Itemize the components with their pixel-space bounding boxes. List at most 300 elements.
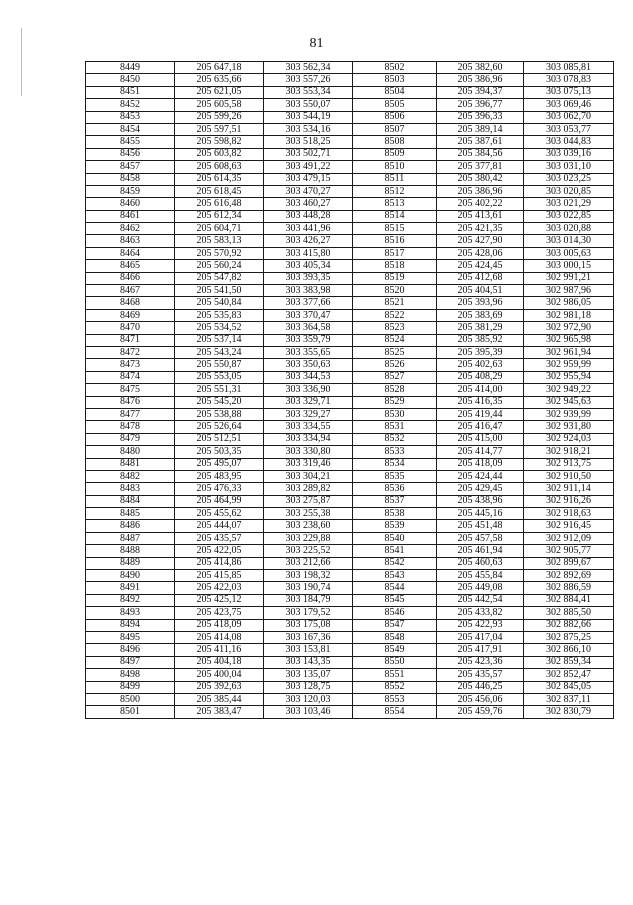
y-coordinate-left: 303 470,27 xyxy=(264,185,353,197)
x-coordinate-right: 205 417,91 xyxy=(437,644,524,656)
x-coordinate-left: 205 538,88 xyxy=(175,408,264,420)
table-row xyxy=(86,433,614,445)
y-coordinate-left: 303 179,52 xyxy=(264,607,353,619)
y-coordinate-right: 302 852,47 xyxy=(524,669,614,681)
x-coordinate-right: 205 449,08 xyxy=(437,582,524,594)
y-coordinate-right: 302 965,98 xyxy=(524,334,614,346)
point-number-right: 8533 xyxy=(353,446,437,458)
point-number-right: 8526 xyxy=(353,359,437,371)
point-number-right: 8502 xyxy=(353,62,437,74)
y-coordinate-left: 303 415,80 xyxy=(264,247,353,259)
coordinates-table-body xyxy=(86,62,614,719)
table-row xyxy=(86,669,614,681)
table-row xyxy=(86,446,614,458)
table-row xyxy=(86,272,614,284)
table-row xyxy=(86,285,614,297)
y-coordinate-left: 303 153,81 xyxy=(264,644,353,656)
table-row xyxy=(86,322,614,334)
table-row xyxy=(86,123,614,135)
point-number-right: 8543 xyxy=(353,570,437,582)
point-number-right: 8523 xyxy=(353,322,437,334)
x-coordinate-right: 205 417,04 xyxy=(437,631,524,643)
y-coordinate-right: 303 000,15 xyxy=(524,260,614,272)
y-coordinate-left: 303 383,98 xyxy=(264,285,353,297)
x-coordinate-left: 205 599,26 xyxy=(175,111,264,123)
table-row xyxy=(86,594,614,606)
point-number-left: 8469 xyxy=(86,309,175,321)
x-coordinate-right: 205 460,63 xyxy=(437,557,524,569)
y-coordinate-right: 302 949,22 xyxy=(524,384,614,396)
point-number-left: 8472 xyxy=(86,346,175,358)
x-coordinate-left: 205 534,52 xyxy=(175,322,264,334)
x-coordinate-left: 205 414,86 xyxy=(175,557,264,569)
table-row xyxy=(86,198,614,210)
point-number-left: 8471 xyxy=(86,334,175,346)
point-number-right: 8519 xyxy=(353,272,437,284)
point-number-left: 8499 xyxy=(86,681,175,693)
y-coordinate-left: 303 229,88 xyxy=(264,532,353,544)
x-coordinate-left: 205 560,24 xyxy=(175,260,264,272)
y-coordinate-right: 302 918,21 xyxy=(524,446,614,458)
x-coordinate-left: 205 635,66 xyxy=(175,74,264,86)
point-number-left: 8498 xyxy=(86,669,175,681)
y-coordinate-right: 302 931,80 xyxy=(524,421,614,433)
x-coordinate-left: 205 435,57 xyxy=(175,532,264,544)
point-number-right: 8545 xyxy=(353,594,437,606)
point-number-left: 8480 xyxy=(86,446,175,458)
x-coordinate-right: 205 435,57 xyxy=(437,669,524,681)
x-coordinate-left: 205 541,50 xyxy=(175,285,264,297)
x-coordinate-right: 205 386,96 xyxy=(437,74,524,86)
x-coordinate-left: 205 385,44 xyxy=(175,693,264,705)
table-row xyxy=(86,408,614,420)
table-row xyxy=(86,656,614,668)
point-number-right: 8529 xyxy=(353,396,437,408)
y-coordinate-left: 303 167,36 xyxy=(264,631,353,643)
y-coordinate-left: 303 275,87 xyxy=(264,495,353,507)
table-row xyxy=(86,185,614,197)
y-coordinate-right: 302 885,50 xyxy=(524,607,614,619)
y-coordinate-left: 303 255,38 xyxy=(264,508,353,520)
point-number-right: 8537 xyxy=(353,495,437,507)
y-coordinate-left: 303 460,27 xyxy=(264,198,353,210)
table-row xyxy=(86,309,614,321)
point-number-left: 8479 xyxy=(86,433,175,445)
y-coordinate-left: 303 330,80 xyxy=(264,446,353,458)
table-row xyxy=(86,260,614,272)
point-number-left: 8477 xyxy=(86,408,175,420)
point-number-left: 8458 xyxy=(86,173,175,185)
point-number-left: 8470 xyxy=(86,322,175,334)
x-coordinate-left: 205 603,82 xyxy=(175,148,264,160)
y-coordinate-left: 303 544,19 xyxy=(264,111,353,123)
point-number-right: 8554 xyxy=(353,706,437,718)
table-row xyxy=(86,346,614,358)
point-number-left: 8474 xyxy=(86,371,175,383)
y-coordinate-left: 303 212,66 xyxy=(264,557,353,569)
point-number-right: 8548 xyxy=(353,631,437,643)
y-coordinate-left: 303 175,08 xyxy=(264,619,353,631)
point-number-right: 8504 xyxy=(353,86,437,98)
y-coordinate-right: 302 837,11 xyxy=(524,693,614,705)
y-coordinate-left: 303 344,53 xyxy=(264,371,353,383)
point-number-right: 8512 xyxy=(353,185,437,197)
table-row xyxy=(86,532,614,544)
y-coordinate-left: 303 448,28 xyxy=(264,210,353,222)
x-coordinate-left: 205 547,82 xyxy=(175,272,264,284)
point-number-left: 8465 xyxy=(86,260,175,272)
y-coordinate-right: 302 899,67 xyxy=(524,557,614,569)
y-coordinate-right: 302 875,25 xyxy=(524,631,614,643)
x-coordinate-right: 205 424,45 xyxy=(437,260,524,272)
y-coordinate-right: 302 866,10 xyxy=(524,644,614,656)
table-row xyxy=(86,631,614,643)
point-number-right: 8509 xyxy=(353,148,437,160)
y-coordinate-left: 303 377,66 xyxy=(264,297,353,309)
point-number-left: 8489 xyxy=(86,557,175,569)
y-coordinate-right: 303 062,70 xyxy=(524,111,614,123)
x-coordinate-left: 205 455,62 xyxy=(175,508,264,520)
y-coordinate-left: 303 534,16 xyxy=(264,123,353,135)
x-coordinate-left: 205 597,51 xyxy=(175,123,264,135)
y-coordinate-right: 302 918,63 xyxy=(524,508,614,520)
table-row xyxy=(86,334,614,346)
point-number-left: 8481 xyxy=(86,458,175,470)
x-coordinate-right: 205 461,94 xyxy=(437,545,524,557)
y-coordinate-left: 303 334,94 xyxy=(264,433,353,445)
y-coordinate-right: 302 913,75 xyxy=(524,458,614,470)
y-coordinate-left: 303 359,79 xyxy=(264,334,353,346)
table-row xyxy=(86,247,614,259)
x-coordinate-right: 205 387,61 xyxy=(437,136,524,148)
x-coordinate-left: 205 526,64 xyxy=(175,421,264,433)
y-coordinate-left: 303 319,46 xyxy=(264,458,353,470)
x-coordinate-left: 205 512,51 xyxy=(175,433,264,445)
y-coordinate-left: 303 479,15 xyxy=(264,173,353,185)
x-coordinate-right: 205 421,35 xyxy=(437,223,524,235)
x-coordinate-left: 205 551,31 xyxy=(175,384,264,396)
x-coordinate-right: 205 427,90 xyxy=(437,235,524,247)
point-number-left: 8493 xyxy=(86,607,175,619)
table-row xyxy=(86,520,614,532)
coordinates-table xyxy=(85,61,614,719)
point-number-left: 8484 xyxy=(86,495,175,507)
point-number-left: 8456 xyxy=(86,148,175,160)
point-number-right: 8544 xyxy=(353,582,437,594)
point-number-right: 8505 xyxy=(353,99,437,111)
x-coordinate-left: 205 425,12 xyxy=(175,594,264,606)
y-coordinate-left: 303 336,90 xyxy=(264,384,353,396)
x-coordinate-left: 205 598,82 xyxy=(175,136,264,148)
y-coordinate-left: 303 184,79 xyxy=(264,594,353,606)
x-coordinate-left: 205 422,03 xyxy=(175,582,264,594)
table-row xyxy=(86,421,614,433)
x-coordinate-right: 205 438,96 xyxy=(437,495,524,507)
x-coordinate-left: 205 612,34 xyxy=(175,210,264,222)
x-coordinate-right: 205 455,84 xyxy=(437,570,524,582)
table-row xyxy=(86,706,614,718)
point-number-left: 8482 xyxy=(86,470,175,482)
point-number-left: 8453 xyxy=(86,111,175,123)
point-number-right: 8516 xyxy=(353,235,437,247)
page-number: 81 xyxy=(309,36,324,51)
point-number-right: 8506 xyxy=(353,111,437,123)
y-coordinate-left: 303 553,34 xyxy=(264,86,353,98)
x-coordinate-right: 205 457,58 xyxy=(437,532,524,544)
x-coordinate-right: 205 395,39 xyxy=(437,346,524,358)
y-coordinate-left: 303 502,71 xyxy=(264,148,353,160)
point-number-left: 8462 xyxy=(86,223,175,235)
y-coordinate-right: 302 910,50 xyxy=(524,470,614,482)
y-coordinate-right: 302 924,03 xyxy=(524,433,614,445)
point-number-left: 8459 xyxy=(86,185,175,197)
point-number-left: 8494 xyxy=(86,619,175,631)
point-number-right: 8521 xyxy=(353,297,437,309)
table-row xyxy=(86,86,614,98)
x-coordinate-left: 205 604,71 xyxy=(175,223,264,235)
point-number-left: 8475 xyxy=(86,384,175,396)
x-coordinate-left: 205 614,35 xyxy=(175,173,264,185)
table-row xyxy=(86,235,614,247)
y-coordinate-left: 303 393,35 xyxy=(264,272,353,284)
point-number-right: 8503 xyxy=(353,74,437,86)
x-coordinate-left: 205 540,84 xyxy=(175,297,264,309)
y-coordinate-left: 303 334,55 xyxy=(264,421,353,433)
point-number-right: 8522 xyxy=(353,309,437,321)
y-coordinate-right: 303 005,63 xyxy=(524,247,614,259)
table-row xyxy=(86,74,614,86)
y-coordinate-left: 303 562,34 xyxy=(264,62,353,74)
point-number-right: 8551 xyxy=(353,669,437,681)
y-coordinate-right: 303 075,13 xyxy=(524,86,614,98)
x-coordinate-right: 205 419,44 xyxy=(437,408,524,420)
point-number-left: 8485 xyxy=(86,508,175,520)
y-coordinate-right: 302 972,90 xyxy=(524,322,614,334)
point-number-left: 8488 xyxy=(86,545,175,557)
x-coordinate-left: 205 415,85 xyxy=(175,570,264,582)
table-row xyxy=(86,557,614,569)
y-coordinate-right: 303 039,16 xyxy=(524,148,614,160)
table-row xyxy=(86,161,614,173)
table-row xyxy=(86,619,614,631)
y-coordinate-right: 303 031,10 xyxy=(524,161,614,173)
y-coordinate-left: 303 370,47 xyxy=(264,309,353,321)
point-number-left: 8467 xyxy=(86,285,175,297)
table-row xyxy=(86,607,614,619)
table-row xyxy=(86,508,614,520)
point-number-left: 8450 xyxy=(86,74,175,86)
y-coordinate-right: 302 991,21 xyxy=(524,272,614,284)
table-row xyxy=(86,223,614,235)
x-coordinate-right: 205 412,68 xyxy=(437,272,524,284)
point-number-right: 8527 xyxy=(353,371,437,383)
x-coordinate-left: 205 553,05 xyxy=(175,371,264,383)
x-coordinate-left: 205 543,24 xyxy=(175,346,264,358)
point-number-left: 8476 xyxy=(86,396,175,408)
point-number-right: 8531 xyxy=(353,421,437,433)
point-number-left: 8483 xyxy=(86,483,175,495)
x-coordinate-right: 205 380,42 xyxy=(437,173,524,185)
y-coordinate-left: 303 225,52 xyxy=(264,545,353,557)
y-coordinate-left: 303 355,65 xyxy=(264,346,353,358)
table-row xyxy=(86,136,614,148)
point-number-right: 8508 xyxy=(353,136,437,148)
point-number-right: 8518 xyxy=(353,260,437,272)
point-number-right: 8534 xyxy=(353,458,437,470)
y-coordinate-right: 303 020,85 xyxy=(524,185,614,197)
point-number-right: 8514 xyxy=(353,210,437,222)
x-coordinate-left: 205 621,05 xyxy=(175,86,264,98)
x-coordinate-right: 205 377,81 xyxy=(437,161,524,173)
point-number-left: 8491 xyxy=(86,582,175,594)
point-number-right: 8547 xyxy=(353,619,437,631)
y-coordinate-right: 302 886,59 xyxy=(524,582,614,594)
x-coordinate-right: 205 433,82 xyxy=(437,607,524,619)
x-coordinate-left: 205 605,58 xyxy=(175,99,264,111)
point-number-right: 8524 xyxy=(353,334,437,346)
point-number-right: 8538 xyxy=(353,508,437,520)
y-coordinate-right: 302 987,96 xyxy=(524,285,614,297)
point-number-right: 8517 xyxy=(353,247,437,259)
point-number-right: 8520 xyxy=(353,285,437,297)
y-coordinate-right: 302 945,63 xyxy=(524,396,614,408)
x-coordinate-left: 205 537,14 xyxy=(175,334,264,346)
x-coordinate-left: 205 550,87 xyxy=(175,359,264,371)
point-number-right: 8510 xyxy=(353,161,437,173)
point-number-right: 8549 xyxy=(353,644,437,656)
y-coordinate-right: 302 911,14 xyxy=(524,483,614,495)
point-number-left: 8463 xyxy=(86,235,175,247)
y-coordinate-right: 302 939,99 xyxy=(524,408,614,420)
x-coordinate-right: 205 383,69 xyxy=(437,309,524,321)
x-coordinate-left: 205 483,95 xyxy=(175,470,264,482)
point-number-left: 8487 xyxy=(86,532,175,544)
x-coordinate-right: 205 396,33 xyxy=(437,111,524,123)
point-number-left: 8454 xyxy=(86,123,175,135)
y-coordinate-right: 303 022,85 xyxy=(524,210,614,222)
x-coordinate-right: 205 416,35 xyxy=(437,396,524,408)
y-coordinate-left: 303 135,07 xyxy=(264,669,353,681)
y-coordinate-left: 303 238,60 xyxy=(264,520,353,532)
x-coordinate-right: 205 381,29 xyxy=(437,322,524,334)
y-coordinate-left: 303 128,75 xyxy=(264,681,353,693)
point-number-left: 8497 xyxy=(86,656,175,668)
table-row xyxy=(86,570,614,582)
point-number-left: 8460 xyxy=(86,198,175,210)
x-coordinate-right: 205 445,16 xyxy=(437,508,524,520)
x-coordinate-left: 205 618,45 xyxy=(175,185,264,197)
point-number-left: 8478 xyxy=(86,421,175,433)
point-number-right: 8542 xyxy=(353,557,437,569)
x-coordinate-left: 205 414,08 xyxy=(175,631,264,643)
y-coordinate-right: 302 955,94 xyxy=(524,371,614,383)
x-coordinate-right: 205 384,56 xyxy=(437,148,524,160)
x-coordinate-right: 205 413,61 xyxy=(437,210,524,222)
x-coordinate-left: 205 545,20 xyxy=(175,396,264,408)
point-number-left: 8490 xyxy=(86,570,175,582)
table-row xyxy=(86,173,614,185)
y-coordinate-left: 303 491,22 xyxy=(264,161,353,173)
table-row xyxy=(86,693,614,705)
x-coordinate-left: 205 476,33 xyxy=(175,483,264,495)
point-number-left: 8455 xyxy=(86,136,175,148)
x-coordinate-right: 205 459,76 xyxy=(437,706,524,718)
point-number-right: 8507 xyxy=(353,123,437,135)
y-coordinate-right: 302 961,94 xyxy=(524,346,614,358)
y-coordinate-right: 303 044,83 xyxy=(524,136,614,148)
y-coordinate-right: 302 981,18 xyxy=(524,309,614,321)
table-row xyxy=(86,582,614,594)
y-coordinate-left: 303 198,32 xyxy=(264,570,353,582)
point-number-left: 8461 xyxy=(86,210,175,222)
y-coordinate-right: 303 085,81 xyxy=(524,62,614,74)
point-number-right: 8515 xyxy=(353,223,437,235)
point-number-left: 8452 xyxy=(86,99,175,111)
x-coordinate-right: 205 442,54 xyxy=(437,594,524,606)
y-coordinate-left: 303 405,34 xyxy=(264,260,353,272)
table-row xyxy=(86,545,614,557)
y-coordinate-left: 303 304,21 xyxy=(264,470,353,482)
point-number-right: 8528 xyxy=(353,384,437,396)
x-coordinate-left: 205 422,05 xyxy=(175,545,264,557)
y-coordinate-left: 303 426,27 xyxy=(264,235,353,247)
table-row xyxy=(86,210,614,222)
point-number-right: 8540 xyxy=(353,532,437,544)
point-number-left: 8496 xyxy=(86,644,175,656)
point-number-right: 8513 xyxy=(353,198,437,210)
table-row xyxy=(86,148,614,160)
y-coordinate-left: 303 329,71 xyxy=(264,396,353,408)
y-coordinate-left: 303 441,96 xyxy=(264,223,353,235)
table-row xyxy=(86,111,614,123)
table-row xyxy=(86,458,614,470)
point-number-right: 8550 xyxy=(353,656,437,668)
point-number-right: 8539 xyxy=(353,520,437,532)
x-coordinate-left: 205 570,92 xyxy=(175,247,264,259)
x-coordinate-right: 205 414,77 xyxy=(437,446,524,458)
x-coordinate-right: 205 396,77 xyxy=(437,99,524,111)
x-coordinate-left: 205 503,35 xyxy=(175,446,264,458)
x-coordinate-left: 205 608,63 xyxy=(175,161,264,173)
point-number-right: 8532 xyxy=(353,433,437,445)
point-number-right: 8535 xyxy=(353,470,437,482)
x-coordinate-right: 205 456,06 xyxy=(437,693,524,705)
x-coordinate-left: 205 583,13 xyxy=(175,235,264,247)
y-coordinate-left: 303 103,46 xyxy=(264,706,353,718)
point-number-right: 8552 xyxy=(353,681,437,693)
point-number-left: 8501 xyxy=(86,706,175,718)
point-number-left: 8486 xyxy=(86,520,175,532)
table-row xyxy=(86,297,614,309)
x-coordinate-left: 205 392,63 xyxy=(175,681,264,693)
x-coordinate-right: 205 402,63 xyxy=(437,359,524,371)
y-coordinate-left: 303 120,03 xyxy=(264,693,353,705)
y-coordinate-right: 302 912,09 xyxy=(524,532,614,544)
x-coordinate-right: 205 414,00 xyxy=(437,384,524,396)
table-row xyxy=(86,384,614,396)
x-coordinate-right: 205 415,00 xyxy=(437,433,524,445)
table-row xyxy=(86,99,614,111)
y-coordinate-right: 302 892,69 xyxy=(524,570,614,582)
point-number-right: 8530 xyxy=(353,408,437,420)
x-coordinate-left: 205 411,16 xyxy=(175,644,264,656)
point-number-right: 8541 xyxy=(353,545,437,557)
point-number-right: 8546 xyxy=(353,607,437,619)
y-coordinate-left: 303 557,26 xyxy=(264,74,353,86)
x-coordinate-right: 205 428,06 xyxy=(437,247,524,259)
y-coordinate-right: 302 882,66 xyxy=(524,619,614,631)
y-coordinate-left: 303 143,35 xyxy=(264,656,353,668)
